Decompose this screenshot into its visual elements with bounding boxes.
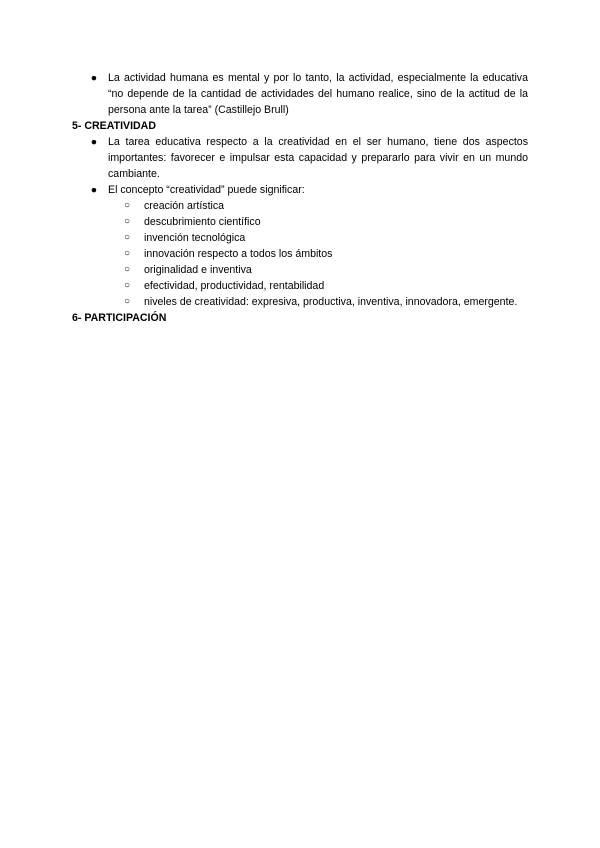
section-5-title: 5- CREATIVIDAD: [72, 120, 156, 132]
filled-bullet-icon: ●: [90, 184, 98, 196]
sub-list-item: [108, 198, 528, 214]
sub-list-item: [108, 214, 528, 230]
hollow-bullet-icon: ○: [123, 216, 131, 227]
hollow-bullet-icon: ○: [123, 264, 131, 275]
creativity-meanings-list: [108, 198, 528, 310]
hollow-bullet-icon: ○: [123, 200, 131, 211]
filled-bullet-icon: ●: [90, 72, 98, 84]
sub-item-text: descubrimiento científico: [144, 216, 261, 228]
hollow-bullet-icon: ○: [123, 296, 131, 307]
sub-list-item: [108, 294, 528, 310]
hollow-bullet-icon: ○: [123, 248, 131, 259]
sub-item-text: creación artística: [144, 200, 225, 212]
hollow-bullet-icon: ○: [123, 232, 131, 243]
section-6-title: 6- PARTICIPACIÓN: [72, 312, 167, 324]
hollow-bullet-icon: ○: [123, 280, 131, 291]
list-item: [72, 182, 528, 310]
sub-list-item: [108, 278, 528, 294]
sub-item-text: efectividad, productividad, rentabilidad: [144, 280, 325, 292]
sub-item-text: innovación respecto a todos los ámbitos: [144, 248, 333, 260]
intro-bullet-text: La actividad humana es mental y por lo tanto, la actividad, especialmente la educativa “no depende de la cantidad de actividades del humano realice, sino de la actitud de la persona ante la tarea” (Castillejo Brull): [108, 72, 528, 116]
list-item: [72, 70, 528, 118]
sub-item-text: originalidad e inventiva: [144, 264, 252, 276]
sub-list-item: [108, 246, 528, 262]
list-item: [72, 134, 528, 182]
intro-list: [72, 70, 528, 118]
page-content: [72, 70, 528, 326]
sub-list-item: [108, 230, 528, 246]
sub-item-text: niveles de creatividad: expresiva, productiva, inventiva, innovadora, emergente.: [144, 296, 518, 308]
section-5-list: [72, 134, 528, 310]
sub-item-text: invención tecnológica: [144, 232, 246, 244]
section-5-bullet-1-text: La tarea educativa respecto a la creatividad en el ser humano, tiene dos aspectos importantes: favorecer e impulsar esta capacidad y prepararlo para vivir en un mundo cambiante.: [108, 136, 528, 180]
filled-bullet-icon: ●: [90, 136, 98, 148]
sub-list-item: [108, 262, 528, 278]
section-5-bullet-2-text: El concepto “creatividad” puede significar:: [108, 184, 305, 196]
